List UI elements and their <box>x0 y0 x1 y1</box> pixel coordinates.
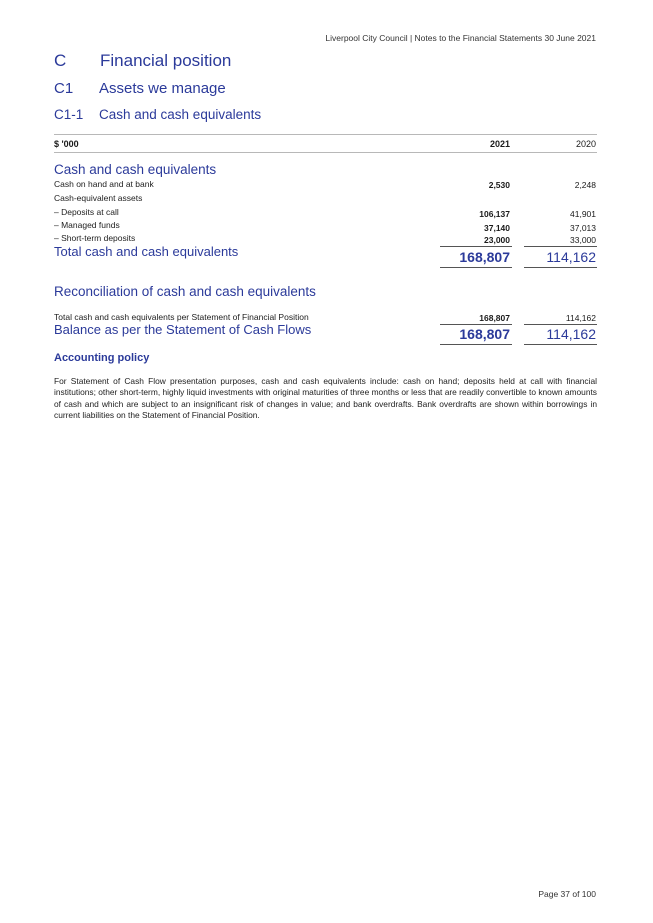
subtotal-rule-2021 <box>440 246 512 247</box>
table-header-rule <box>54 152 597 153</box>
total-rule-2021 <box>440 267 512 268</box>
heading-title: Assets we manage <box>99 80 226 97</box>
reconciliation-title: Reconciliation of cash and cash equivalents <box>54 284 316 299</box>
balance-rule-2020 <box>524 344 597 345</box>
accounting-policy-title: Accounting policy <box>54 352 150 364</box>
table-row-label: Cash-equivalent assets <box>54 193 143 203</box>
balance-rule-2021 <box>440 344 512 345</box>
running-header: Liverpool City Council | Notes to the Financial Statements 30 June 2021 <box>325 33 596 43</box>
column-header-2021: 2021 <box>489 139 510 149</box>
accounting-policy-text: For Statement of Cash Flow presentation purposes, cash and cash equivalents include: cash on hand; deposits held at call with financial institutions; other short-term, highly liquid investments with original maturities of three months or less that are readily convertible to known amounts of cash and which are subject to an insignificant risk of changes in value; and bank overdrafts. Bank overdrafts are shown within borrowings in current liabilities on the Statement of Financial Position. <box>54 376 597 421</box>
table-row-value-2021: 37,140 <box>484 223 510 233</box>
heading-number: C <box>54 51 67 70</box>
balance-value-2020: 114,162 <box>546 326 596 342</box>
heading-assets-we-manage <box>54 80 226 97</box>
heading-financial-position <box>54 51 231 71</box>
table-row-value-2020: 41,901 <box>570 209 596 219</box>
subtotal-rule-2020 <box>524 246 597 247</box>
heading-number: C1-1 <box>54 107 84 122</box>
reconciliation-row-value-2021: 168,807 <box>479 313 510 323</box>
table-row-value-2020: 2,248 <box>574 180 596 190</box>
reconciliation-rule-2020 <box>524 324 597 325</box>
total-value-2020: 114,162 <box>546 249 596 265</box>
reconciliation-row-label: Total cash and cash equivalents per Statement of Financial Position <box>54 312 309 322</box>
total-value-2021: 168,807 <box>459 249 510 265</box>
heading-cash-and-cash-equivalents <box>54 107 261 122</box>
heading-title: Cash and cash equivalents <box>99 107 262 122</box>
table-row-value-2020: 33,000 <box>570 235 596 245</box>
total-rule-2020 <box>524 267 597 268</box>
balance-label: Balance as per the Statement of Cash Flows <box>54 322 312 337</box>
table-row-label: Cash on hand and at bank <box>54 179 154 189</box>
balance-value-2021: 168,807 <box>459 326 510 342</box>
table-row-label: – Short-term deposits <box>54 233 136 243</box>
reconciliation-row-value-2020: 114,162 <box>565 313 596 323</box>
page-number: Page 37 of 100 <box>538 889 596 899</box>
table-row-value-2021: 106,137 <box>479 209 510 219</box>
table-row-label: – Deposits at call <box>54 207 119 217</box>
table-row-value-2021: 23,000 <box>484 235 510 245</box>
section-title: Cash and cash equivalents <box>54 162 217 177</box>
reconciliation-rule-2021 <box>440 324 512 325</box>
heading-number: C1 <box>54 80 74 97</box>
table-row-value-2021: 2,530 <box>488 180 510 190</box>
table-row-value-2020: 37,013 <box>570 223 596 233</box>
unit-label: $ '000 <box>54 139 79 149</box>
total-label: Total cash and cash equivalents <box>54 244 239 259</box>
heading-title: Financial position <box>100 51 232 70</box>
table-top-rule <box>54 134 597 135</box>
table-row-label: – Managed funds <box>54 220 120 230</box>
column-header-2020: 2020 <box>575 139 596 149</box>
